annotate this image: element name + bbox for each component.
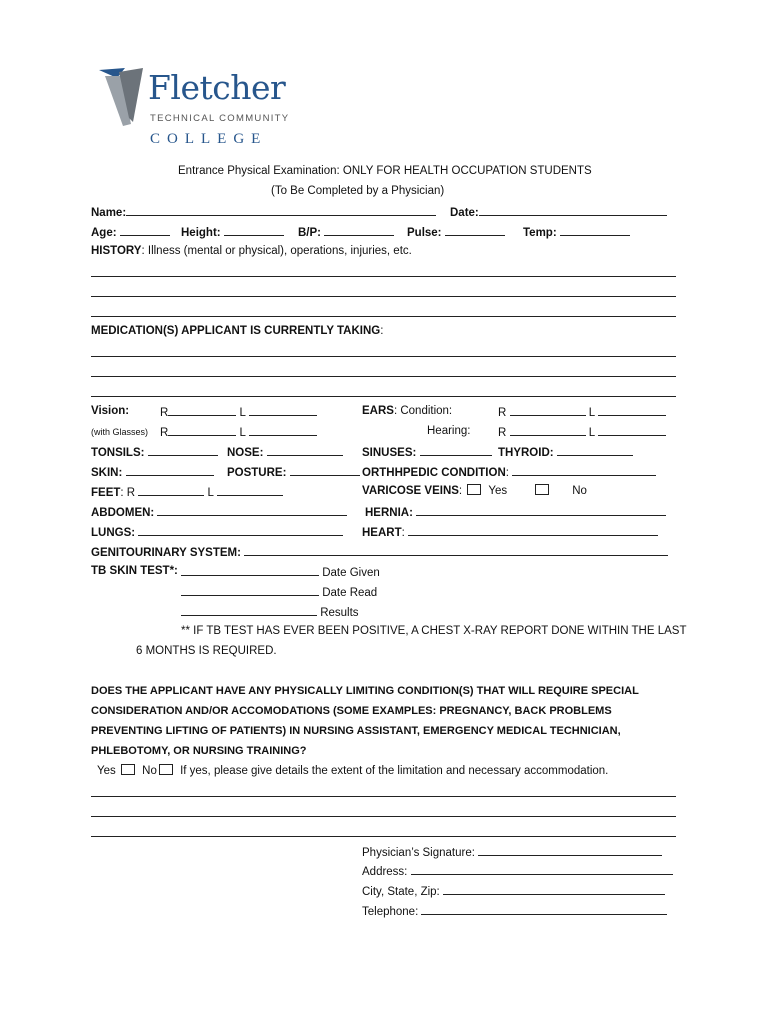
thyroid-label: THYROID:	[498, 447, 554, 459]
logo-mark-icon	[97, 66, 149, 128]
tb-test-label: TB SKIN TEST*:	[91, 565, 178, 577]
tb-results-label: Results	[320, 607, 359, 619]
tb-date-read-field[interactable]	[181, 584, 319, 596]
limiting-line-3[interactable]	[91, 836, 676, 837]
limiting-question-line-3: PREVENTING LIFTING OF PATIENTS) IN NURSING ASSISTANT, EMERGENCY MEDICAL TECHNICIAN,	[91, 725, 621, 737]
hernia-field[interactable]	[416, 504, 666, 516]
glasses-r-field[interactable]	[168, 424, 236, 436]
ears-condition-l-label: L	[588, 407, 595, 419]
feet-r-field[interactable]	[138, 484, 204, 496]
vision-l-field[interactable]	[249, 404, 317, 416]
glasses-l-label: L	[239, 427, 246, 439]
ears-condition-r-field[interactable]	[510, 404, 586, 416]
feet-l-field[interactable]	[217, 484, 283, 496]
city-state-zip-field[interactable]	[443, 883, 665, 895]
skin-field[interactable]	[126, 464, 214, 476]
varicose-no-checkbox[interactable]	[535, 484, 549, 495]
medications-colon: :	[380, 325, 384, 337]
logo-college: COLLEGE	[150, 131, 268, 147]
height-label: Height:	[181, 227, 221, 239]
ears-condition-label: : Condition:	[393, 405, 453, 417]
heart-label: HEART	[362, 527, 402, 539]
medications-line-3[interactable]	[91, 396, 676, 397]
feet-r-label: : R	[120, 487, 136, 499]
date-label: Date:	[450, 207, 479, 219]
limiting-no-checkbox[interactable]	[159, 764, 173, 775]
tb-note-line-2: 6 MONTHS IS REQUIRED.	[136, 645, 277, 657]
lungs-field[interactable]	[138, 524, 343, 536]
orthopedic-label: ORTHHPEDIC CONDITION	[362, 467, 506, 479]
hearing-l-field[interactable]	[598, 424, 666, 436]
bp-label: B/P:	[298, 227, 321, 239]
pulse-field[interactable]	[445, 224, 505, 236]
telephone-field[interactable]	[421, 903, 667, 915]
skin-label: SKIN:	[91, 467, 123, 479]
tb-note-line-1: ** IF TB TEST HAS EVER BEEN POSITIVE, A CHEST X-RAY REPORT DONE WITHIN THE LAST	[181, 625, 687, 637]
temp-field[interactable]	[560, 224, 630, 236]
signature-label: Physician’s Signature:	[362, 847, 475, 859]
ears-condition-l-field[interactable]	[598, 404, 666, 416]
varicose-label: VARICOSE VEINS	[362, 485, 459, 497]
hearing-label: Hearing:	[427, 425, 471, 437]
limiting-question-line-4: PHLEBOTOMY, OR NURSING TRAINING?	[91, 745, 307, 757]
history-line-2[interactable]	[91, 296, 676, 297]
thyroid-field[interactable]	[557, 444, 633, 456]
varicose-colon: :	[458, 485, 463, 497]
history-line-3[interactable]	[91, 316, 676, 317]
form-subtitle: (To Be Completed by a Physician)	[271, 185, 445, 197]
hearing-r-label: R	[498, 427, 507, 439]
tb-date-read-label: Date Read	[322, 587, 378, 599]
tb-date-given-field[interactable]	[181, 564, 319, 576]
vision-r-label: R	[160, 407, 169, 419]
age-label: Age:	[91, 227, 117, 239]
genitourinary-field[interactable]	[244, 544, 668, 556]
abdomen-label: ABDOMEN:	[91, 507, 155, 519]
date-field[interactable]	[479, 204, 667, 216]
logo-subtitle: TECHNICAL COMMUNITY	[150, 113, 290, 124]
with-glasses-label: (with Glasses)	[91, 427, 149, 437]
history-line-1[interactable]	[91, 276, 676, 277]
feet-l-label: L	[207, 487, 214, 499]
hernia-label: HERNIA:	[365, 507, 413, 519]
orthopedic-colon: :	[505, 467, 509, 479]
tonsils-label: TONSILS:	[91, 447, 145, 459]
glasses-r-label: R	[160, 427, 169, 439]
posture-field[interactable]	[290, 464, 360, 476]
telephone-label: Telephone:	[362, 906, 419, 918]
city-state-zip-label: City, State, Zip:	[362, 886, 440, 898]
address-label: Address:	[362, 866, 408, 878]
temp-label: Temp:	[523, 227, 557, 239]
tb-results-field[interactable]	[181, 604, 317, 616]
signature-field[interactable]	[478, 844, 662, 856]
name-label: Name:	[91, 207, 127, 219]
limiting-question-line-2: CONSIDERATION AND/OR ACCOMODATIONS (SOME EXAMPLES: PREGNANCY, BACK PROBLEMS	[91, 705, 612, 717]
vision-l-label: L	[239, 407, 246, 419]
height-field[interactable]	[224, 224, 284, 236]
abdomen-field[interactable]	[157, 504, 347, 516]
varicose-yes-checkbox[interactable]	[467, 484, 481, 495]
nose-label: NOSE:	[227, 447, 264, 459]
medications-label: MEDICATION(S) APPLICANT IS CURRENTLY TAKING	[91, 325, 381, 337]
limiting-line-1[interactable]	[91, 796, 676, 797]
hearing-r-field[interactable]	[510, 424, 586, 436]
ears-label: EARS	[362, 405, 394, 417]
glasses-l-field[interactable]	[249, 424, 317, 436]
feet-label: FEET	[91, 487, 121, 499]
vision-r-field[interactable]	[168, 404, 236, 416]
limiting-yes-checkbox[interactable]	[121, 764, 135, 775]
limiting-question-line-1: DOES THE APPLICANT HAVE ANY PHYSICALLY LIMITING CONDITION(S) THAT WILL REQUIRE SPECIAL	[91, 685, 639, 697]
tb-date-given-label: Date Given	[322, 567, 380, 579]
ears-condition-r-label: R	[498, 407, 507, 419]
limiting-line-2[interactable]	[91, 816, 676, 817]
limiting-details-instruction: If yes, please give details the extent of the limitation and necessary accommodation.	[180, 765, 609, 777]
nose-field[interactable]	[267, 444, 343, 456]
heart-field[interactable]	[408, 524, 658, 536]
history-label: HISTORY	[91, 245, 142, 257]
orthopedic-field[interactable]	[512, 464, 656, 476]
age-field[interactable]	[120, 224, 170, 236]
bp-field[interactable]	[324, 224, 394, 236]
limiting-no-label: No	[142, 765, 157, 777]
medications-line-1[interactable]	[91, 356, 676, 357]
medications-line-2[interactable]	[91, 376, 676, 377]
name-field[interactable]	[126, 204, 436, 216]
form-title: Entrance Physical Examination: ONLY FOR HEALTH OCCUPATION STUDENTS	[178, 165, 592, 177]
limiting-yes-label: Yes	[97, 765, 116, 777]
posture-label: POSTURE:	[227, 467, 287, 479]
sinuses-label: SINUSES:	[362, 447, 417, 459]
vision-label: Vision:	[91, 405, 130, 417]
tonsils-field[interactable]	[148, 444, 218, 456]
lungs-label: LUNGS:	[91, 527, 136, 539]
genitourinary-label: GENITOURINARY SYSTEM:	[91, 547, 241, 559]
address-field[interactable]	[411, 863, 673, 875]
sinuses-field[interactable]	[420, 444, 492, 456]
heart-colon: :	[401, 527, 405, 539]
pulse-label: Pulse:	[407, 227, 442, 239]
hearing-l-label: L	[588, 427, 595, 439]
history-description: : Illness (mental or physical), operations, injuries, etc.	[141, 245, 412, 257]
varicose-yes-label: Yes	[488, 485, 508, 497]
varicose-no-label: No	[572, 485, 587, 497]
logo-name: Fletcher	[148, 68, 286, 107]
